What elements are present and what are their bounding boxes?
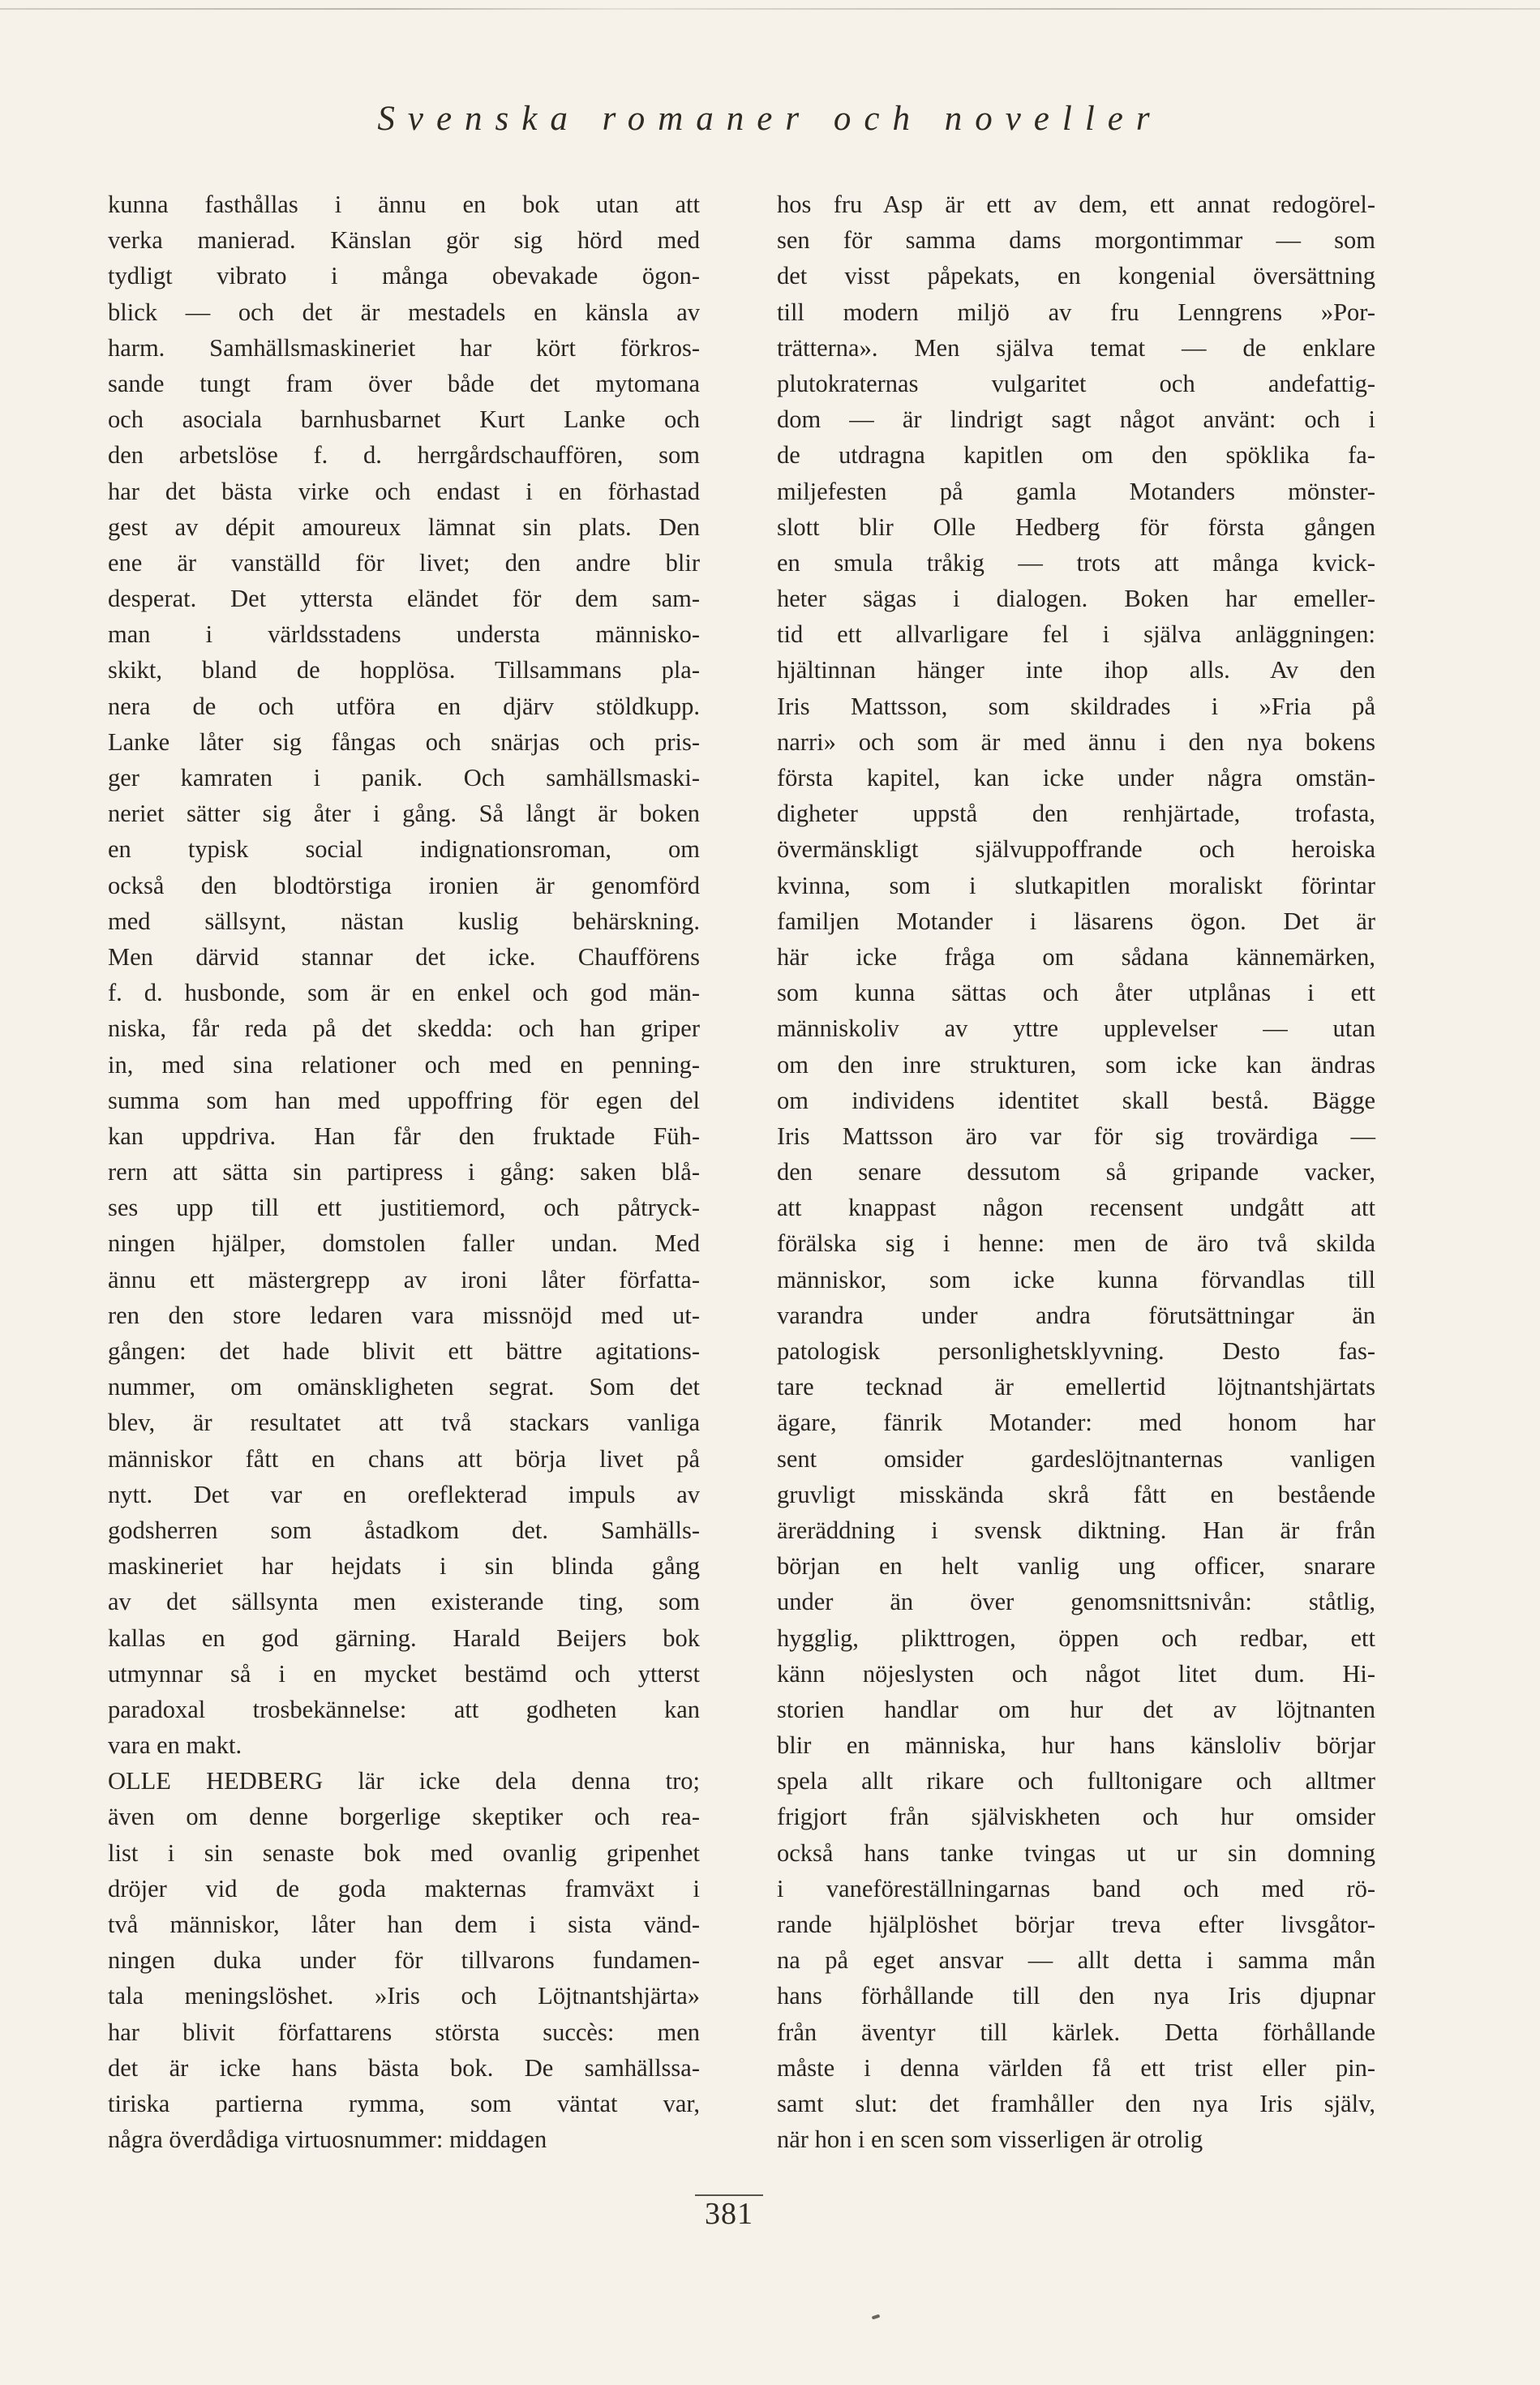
text-line: ännu ett mästergrepp av ironi låter författa- — [108, 1265, 700, 1293]
text-line: nytt. Det var en oreflekterad impuls av — [108, 1480, 700, 1508]
text-line: med sällsynt, nästan kuslig behärskning. — [108, 907, 700, 935]
text-line: nera de och utföra en djärv stöldkupp. — [108, 692, 700, 720]
text-line: maskineriet har hejdats i sin blinda gång — [108, 1552, 700, 1581]
text-line: de utdragna kapitlen om den spöklika fa- — [777, 441, 1375, 470]
text-line: harm. Samhällsmaskineriet har kört förkros- — [108, 333, 700, 362]
text-line: trätterna». Men själva temat — de enklare — [777, 333, 1375, 362]
text-line: miljefesten på gamla Motanders mönster- — [777, 477, 1375, 505]
text-line: början en helt vanlig ung officer, snarare — [777, 1552, 1375, 1581]
text-line: den senare dessutom så gripande vacker, — [777, 1158, 1375, 1186]
text-line: en smula tråkig — trots att många kvick- — [777, 548, 1375, 577]
text-line: patologisk personlighetsklyvning. Desto fas- — [777, 1337, 1375, 1365]
text-line: na på eget ansvar — allt detta i samma mån — [777, 1946, 1375, 1975]
text-line: hygglig, plikttrogen, öppen och redbar, ett — [777, 1624, 1375, 1652]
right-text-column — [777, 187, 1375, 2157]
text-line: kvinna, som i slutkapitlen moraliskt förintar — [777, 871, 1375, 899]
text-line: tiriska partierna rymma, som väntat var, — [108, 2089, 700, 2117]
text-line: som kunna sättas och åter utplånas i ett — [777, 979, 1375, 1007]
text-line: niska, får reda på det skedda: och han griper — [108, 1014, 700, 1043]
text-line: den arbetslöse f. d. herrgårdschauffören, som — [108, 441, 700, 470]
text-line: Men därvid stannar det icke. Chaufförens — [108, 942, 700, 971]
text-line: ses upp till ett justitiemord, och påtryck- — [108, 1194, 700, 1222]
text-line: det är icke hans bästa bok. De samhällssa- — [108, 2053, 700, 2082]
print-speck — [872, 2314, 881, 2320]
text-line: tid ett allvarligare fel i själva anläggningen: — [777, 620, 1375, 649]
text-line: f. d. husbonde, som är en enkel och god män- — [108, 979, 700, 1007]
text-line: det visst påpekats, en kongenial översättning — [777, 262, 1375, 290]
text-line: i vaneföreställningarnas band och med rö- — [777, 1874, 1375, 1902]
text-line: blev, är resultatet att två stackars vanliga — [108, 1409, 700, 1437]
text-line: ene är vanställd för livet; den andre blir — [108, 548, 700, 577]
text-line: förälska sig i henne: men de äro två skilda — [777, 1229, 1375, 1258]
text-line: Lanke låter sig fångas och snärjas och pris- — [108, 727, 700, 756]
text-line: sent omsider gardeslöjtnanternas vanligen — [777, 1444, 1375, 1473]
text-line: blir en människa, hur hans känsloliv börjar — [777, 1731, 1375, 1760]
text-line: och asociala barnhusbarnet Kurt Lanke och — [108, 405, 700, 434]
text-line: människor, som icke kunna förvandlas till — [777, 1265, 1375, 1293]
text-line: här icke fråga om sådana kännemärken, — [777, 942, 1375, 971]
text-line: Iris Mattsson, som skildrades i »Fria på — [777, 692, 1375, 720]
text-line: rern att sätta sin partipress i gång: saken blå- — [108, 1158, 700, 1186]
text-line: första kapitel, kan icke under några omstän- — [777, 764, 1375, 791]
text-line: gruvligt misskända skrå fått en bestående — [777, 1480, 1375, 1508]
text-line: utmynnar så i en mycket bestämd och ytterst — [108, 1659, 700, 1688]
text-line: narri» och som är med ännu i den nya bokens — [777, 727, 1375, 756]
text-line: några överdådiga virtuosnummer: middagen — [108, 2125, 547, 2154]
text-line: dröjer vid de goda makternas framväxt i — [108, 1874, 700, 1902]
text-line: varandra under andra förutsättningar än — [777, 1301, 1375, 1329]
text-line: samt slut: det framhåller den nya Iris själv, — [777, 2089, 1375, 2117]
text-line: in, med sina relationer och med en penning- — [108, 1050, 700, 1079]
text-line: dom — är lindrigt sagt något använt: och i — [777, 405, 1375, 434]
text-line: slott blir Olle Hedberg för första gången — [777, 513, 1375, 541]
text-line: familjen Motander i läsarens ögon. Det är — [777, 907, 1375, 935]
text-line: hos fru Asp är ett av dem, ett annat redogörel- — [777, 191, 1375, 218]
text-line: också den blodtörstiga ironien är genomförd — [108, 871, 700, 899]
text-line: kallas en god gärning. Harald Beijers bok — [108, 1624, 700, 1652]
page-number: 381 — [705, 2197, 753, 2231]
text-line: tare tecknad är emellertid löjtnantshjärtats — [777, 1373, 1375, 1401]
text-line: spela allt rikare och fulltonigare och alltmer — [777, 1767, 1375, 1795]
text-line: också hans tanke tvingas ut ur sin domning — [777, 1838, 1375, 1867]
text-line: sen för samma dams morgontimmar — som — [777, 226, 1375, 255]
text-line: kunna fasthållas i ännu en bok utan att — [108, 191, 700, 218]
top-edge-rule — [0, 8, 1540, 10]
text-line: ren den store ledaren vara missnöjd med ut- — [108, 1301, 700, 1329]
text-line: att knappast någon recensent undgått att — [777, 1194, 1375, 1222]
text-line: av det sällsynta men existerande ting, som — [108, 1588, 700, 1616]
text-line: har det bästa virke och endast i en förhastad — [108, 477, 700, 505]
text-line: känn nöjeslysten och något litet dum. Hi- — [777, 1659, 1375, 1688]
text-line: rande hjälplöshet börjar treva efter livsgåtor- — [777, 1911, 1375, 1938]
text-line: kan uppdriva. Han får den fruktade Füh- — [108, 1122, 700, 1150]
text-line: om den inre strukturen, som icke kan ändras — [777, 1050, 1375, 1079]
text-line: verka manierad. Känslan gör sig hörd med — [108, 226, 700, 255]
text-line: ningen hjälper, domstolen faller undan. Med — [108, 1229, 700, 1258]
text-line: man i världsstadens understa människo- — [108, 620, 700, 649]
text-line: övermänskligt självuppoffrande och heroiska — [777, 835, 1375, 864]
text-line: ger kamraten i panik. Och samhällsmaski- — [108, 764, 700, 791]
text-line: frigjort från själviskheten och hur omsider — [777, 1803, 1375, 1831]
text-line: gången: det hade blivit ett bättre agitations- — [108, 1337, 700, 1365]
text-line: summa som han med uppoffring för egen del — [108, 1086, 700, 1114]
text-line: till modern miljö av fru Lenngrens »Por- — [777, 298, 1375, 326]
text-line: plutokraternas vulgaritet och andefattig- — [777, 369, 1375, 397]
text-line: ägare, fänrik Motander: med honom har — [777, 1409, 1375, 1437]
text-line: godsherren som åstadkom det. Samhälls- — [108, 1516, 700, 1544]
text-line: har blivit författarens största succès: men — [108, 2018, 700, 2046]
text-line: OLLE HEDBERG lär icke dela denna tro; — [108, 1767, 700, 1795]
text-line: paradoxal trosbekännelse: att godheten kan — [108, 1695, 700, 1723]
text-line: från äventyr till kärlek. Detta förhållande — [777, 2018, 1375, 2046]
text-line: heter sägas i dialogen. Boken har emeller- — [777, 585, 1375, 613]
text-line: blick — och det är mestadels en känsla av — [108, 298, 700, 326]
text-line: sande tungt fram över både det mytomana — [108, 369, 700, 397]
text-line: Iris Mattsson äro var för sig trovärdiga — — [777, 1122, 1375, 1150]
text-line: neriet sätter sig åter i gång. Så långt är boken — [108, 800, 700, 828]
text-line: tydligt vibrato i många obevakade ögon- — [108, 262, 700, 290]
text-line: vara en makt. — [108, 1731, 242, 1760]
text-line: om individens identitet skall bestå. Bägge — [777, 1086, 1375, 1114]
text-line: när hon i en scen som visserligen är otrolig — [777, 2125, 1203, 2154]
text-line: nummer, om omänskligheten segrat. Som det — [108, 1373, 700, 1401]
text-line: hjältinnan hänger inte ihop alls. Av den — [777, 656, 1375, 684]
text-line: ningen duka under för tillvarons fundamen- — [108, 1946, 700, 1975]
text-line: list i sin senaste bok med ovanlig gripenhet — [108, 1838, 700, 1867]
text-line: måste i denna världen få ett trist eller pin- — [777, 2053, 1375, 2082]
running-head: Svenska romaner och noveller — [377, 100, 1163, 138]
text-line: digheter uppstå den renhjärtade, trofasta, — [777, 800, 1375, 828]
text-line: hans förhållande till den nya Iris djupnar — [777, 1982, 1375, 2010]
text-line: två människor, låter han dem i sista vänd- — [108, 1911, 700, 1938]
text-line: människoliv av yttre upplevelser — utan — [777, 1014, 1375, 1043]
text-line: människor fått en chans att börja livet på — [108, 1444, 700, 1473]
text-line: en typisk social indignationsroman, om — [108, 835, 700, 864]
text-line: skikt, bland de hopplösa. Tillsammans pla- — [108, 656, 700, 684]
text-line: äreräddning i svensk diktning. Han är från — [777, 1516, 1375, 1544]
text-line: gest av dépit amoureux lämnat sin plats. Den — [108, 513, 700, 541]
text-line: storien handlar om hur det av löjtnanten — [777, 1695, 1375, 1723]
text-line: under än över genomsnittsnivån: ståtlig, — [777, 1588, 1375, 1616]
left-text-column — [108, 187, 700, 2157]
text-line: även om denne borgerlige skeptiker och rea- — [108, 1803, 700, 1831]
text-line: tala meningslöshet. »Iris och Löjtnantshjärta» — [108, 1982, 700, 2010]
text-line: desperat. Det yttersta eländet för dem sam- — [108, 585, 700, 613]
